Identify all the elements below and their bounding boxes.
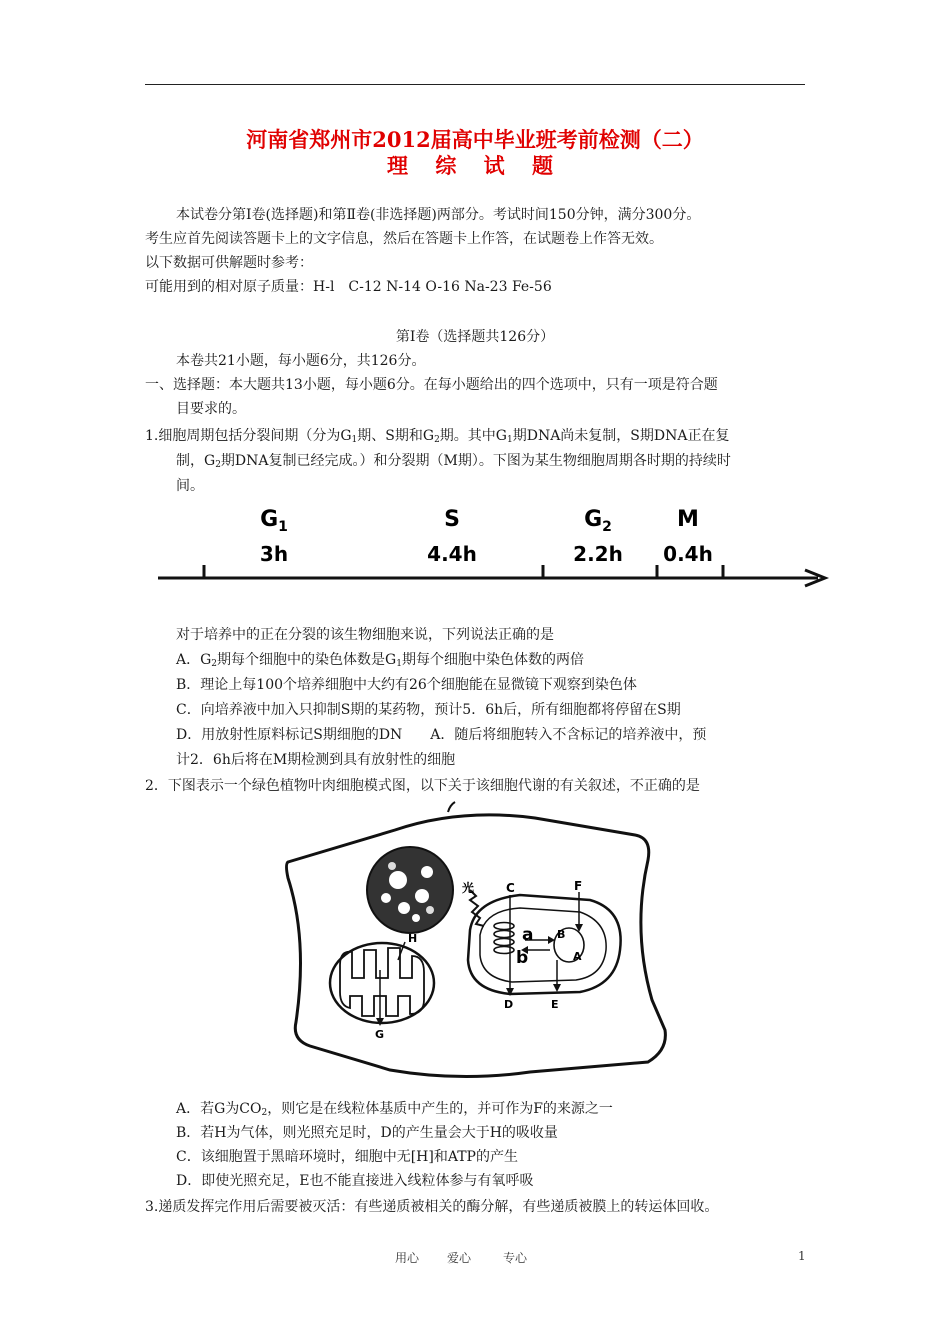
page-number: 1 <box>798 1249 806 1263</box>
phase-duration-2: 2.2h <box>573 542 623 566</box>
q2-option-c: C．该细胞置于黑暗环境时，细胞中无[H]和ATP的产生 <box>176 1149 518 1165</box>
label-a-lower: a <box>522 925 534 945</box>
phase-name-2: $G_2$ <box>584 507 612 535</box>
phase-duration-0: 3h <box>259 542 289 566</box>
intro-line-4: 可能用到的相对原子质量：H-l C-12 N-14 O-16 Na-23 Fe-56 <box>145 279 552 295</box>
q1-stem-line-3: 间。 <box>176 478 204 494</box>
q1-option-d-line-2: 计2．6h后将在M期检测到具有放射性的细胞 <box>176 752 456 768</box>
chloroplast <box>468 890 621 996</box>
phase-name-0: $G_1$ <box>260 507 288 535</box>
phase-duration-3: 0.4h <box>663 542 713 566</box>
q1-option-d-line-1: D．用放射性原料标记S期细胞的DN A．随后将细胞转入不含标记的培养液中，预 <box>176 727 707 743</box>
label-f: F <box>574 879 583 893</box>
label-b-lower: b <box>516 948 529 968</box>
q3-stem: 3.递质发挥完作用后需要被灭活：有些递质被相关的酶分解，有些递质被膜上的转运体回收。 <box>145 1199 719 1215</box>
q1-option-c: C．向培养液中加入只抑制S期的某药物，预计5．6h后，所有细胞都将停留在S期 <box>176 702 681 718</box>
label-d: D <box>504 998 514 1011</box>
leaf-cell-diagram <box>280 800 675 1090</box>
label-e: E <box>551 998 559 1011</box>
nucleus <box>367 847 453 933</box>
mitochondrion <box>330 942 434 1026</box>
label-a-upper: A <box>573 950 582 963</box>
header-rule <box>145 84 805 85</box>
q2-option-b: B．若H为气体，则光照充足时，D的产生量会大于H的吸收量 <box>176 1125 558 1141</box>
intro-line-2: 考生应首先阅读答题卡上的文字信息，然后在答题卡上作答，在试题卷上作答无效。 <box>145 231 663 247</box>
section-instruction-1: 一、选择题：本大题共13小题，每小题6分。在每小题给出的四个选项中，只有一项是符合题 <box>145 377 718 393</box>
exam-title: 河南省郑州市2012届高中毕业班考前检测（二） <box>246 127 704 152</box>
footer-text-2: 爱心 <box>447 1251 472 1265</box>
intro-line-3: 以下数据可供解题时参考： <box>145 255 313 271</box>
q2-stem: 2．下图表示一个绿色植物叶肉细胞模式图，以下关于该细胞代谢的有关叙述，不正确的是 <box>145 778 700 794</box>
section-instruction-2: 目要求的。 <box>176 401 246 417</box>
label-g: G <box>375 1028 385 1041</box>
q1-lead: 对于培养中的正在分裂的该生物细胞来说，下列说法正确的是 <box>176 627 554 643</box>
exam-subtitle: 理 综 试 题 <box>387 153 563 178</box>
section-heading: 第Ⅰ卷（选择题共126分） <box>395 329 555 345</box>
label-c: C <box>506 881 515 895</box>
intro-line-1: 本试卷分第Ⅰ卷(选择题)和第Ⅱ卷(非选择题)两部分。考试时间150分钟，满分300分。 <box>176 207 701 223</box>
q1-stem-line-2: 制，$G_2$期DNA复制已经完成。）和分裂期（M期）。下图为某生物细胞周期各时期的持续时 <box>176 453 731 470</box>
q1-option-a: A．$G_2$期每个细胞中的染色体数是$G_1$期每个细胞中染色体数的两倍 <box>176 652 584 669</box>
phase-name-1: S <box>444 507 460 532</box>
label-light: 光 <box>462 881 475 895</box>
q1-option-b: B．理论上每100个培养细胞中大约有26个细胞能在显微镜下观察到染色体 <box>176 677 637 693</box>
footer-text-1: 用心 <box>395 1251 420 1265</box>
section-note: 本卷共21小题，每小题6分，共126分。 <box>176 353 426 369</box>
label-b-upper: B <box>557 928 566 941</box>
footer-text-3: 专心 <box>503 1251 528 1265</box>
cell-cycle-timeline <box>150 498 840 598</box>
phase-duration-1: 4.4h <box>427 542 477 566</box>
q1-stem-line-1: 1.细胞周期包括分裂间期（分为$G_1$期、S期和$G_2$期。其中$G_1$期DNA尚未复制，S期DNA正在复 <box>145 428 730 445</box>
q2-option-d: D．即使光照充足，E也不能直接进入线粒体参与有氧呼吸 <box>176 1173 534 1189</box>
label-h: H <box>408 932 418 945</box>
q2-option-a: A．若G为$CO_2$，则它是在线粒体基质中产生的，并可作为F的来源之一 <box>176 1101 613 1118</box>
phase-name-3: M <box>677 507 699 532</box>
